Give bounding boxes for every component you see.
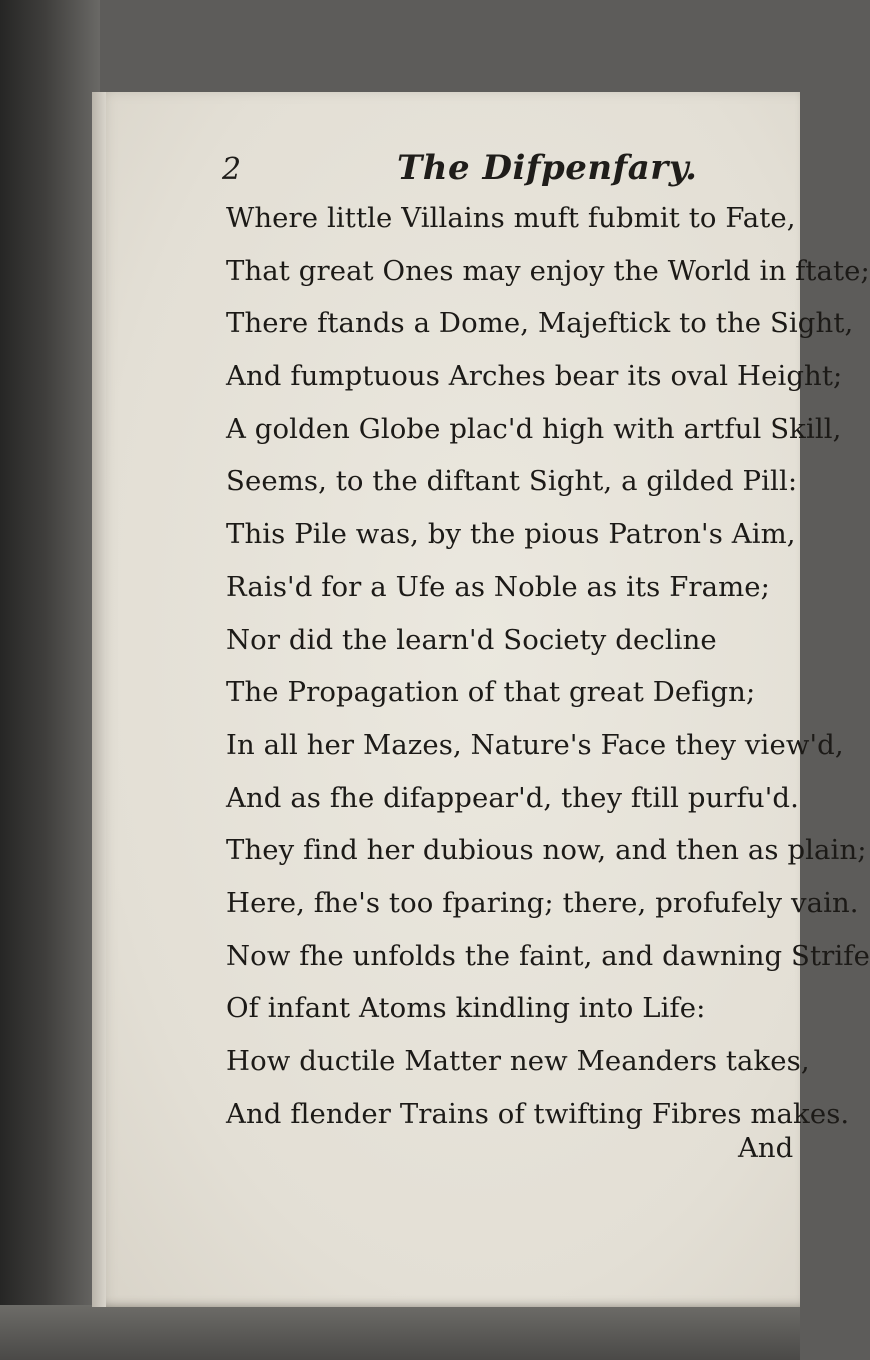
verse-line: And flender Trains of twifting Fibres makes. (226, 1097, 850, 1130)
catchword: And (738, 1132, 794, 1164)
running-title: The Difpenfary. (397, 148, 698, 188)
verse-block (226, 192, 870, 1140)
page-gutter (92, 92, 106, 1307)
verse-line: Now fhe unfolds the faint, and dawning Strife (226, 939, 870, 972)
verse-line: And fumptuous Arches bear its oval Height; (226, 360, 843, 393)
verse-line: A golden Globe plac'd high with artful Skill, (226, 412, 842, 445)
background-bottom-shadow (0, 1305, 800, 1360)
verse-line: Of infant Atoms kindling into Life: (226, 992, 706, 1025)
verse-line: Seems, to the diftant Sight, a gilded Pill: (226, 465, 798, 498)
verse-line: That great Ones may enjoy the World in ftate; (226, 254, 870, 287)
verse-line: The Propagation of that great Defign; (226, 676, 756, 709)
verse-line: Rais'd for a Ufe as Noble as its Frame; (226, 570, 771, 603)
book-page (92, 92, 870, 1307)
verse-line: They find her dubious now, and then as plain; (226, 834, 867, 867)
verse-line: How ductile Matter new Meanders takes, (226, 1045, 810, 1077)
verse-line: Here, fhe's too fparing; there, profufely vain. (226, 886, 859, 919)
verse-line: Where little Villains muft fubmit to Fate, (226, 202, 796, 234)
verse-line: And as fhe difappear'd, they ftill purfu'd. (226, 781, 799, 814)
page-number: 2 (222, 152, 242, 187)
background-left-shadow (0, 0, 100, 1360)
verse-line: In all her Mazes, Nature's Face they view'd, (226, 728, 844, 761)
verse-line: This Pile was, by the pious Patron's Aim, (226, 518, 796, 551)
verse-line: There ftands a Dome, Majeftick to the Sight, (226, 307, 854, 340)
verse-line: Nor did the learn'd Society decline (226, 623, 717, 656)
